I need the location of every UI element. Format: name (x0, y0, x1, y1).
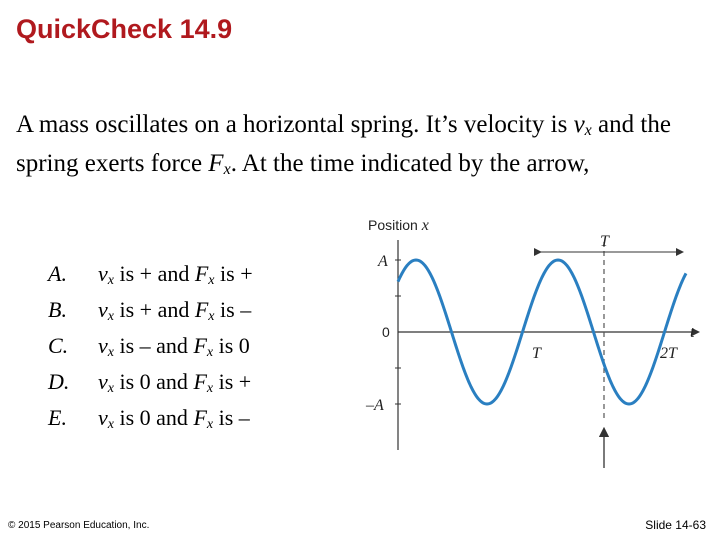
choice-mid: is 0 and (113, 369, 194, 394)
y-tick-neg-a: –A (366, 397, 384, 414)
y-tick-zero: 0 (382, 324, 390, 340)
choice-v-sub: x (107, 381, 114, 396)
question-part1: A mass oscillates on a horizontal spring. It’s velocity is (16, 111, 574, 138)
choice-v-sub: x (107, 309, 114, 324)
choice-letter: A. (48, 261, 67, 286)
y-tick-a: A (378, 253, 388, 270)
position-time-graph (360, 210, 710, 470)
choice-text (98, 400, 250, 443)
choice-f-sub: x (206, 381, 214, 396)
choice-letter: D. (48, 369, 70, 394)
choice-letter: E. (48, 405, 67, 430)
choice-f: F (194, 261, 209, 286)
choice-mid: is + and (113, 261, 195, 286)
choice-v-sub: x (107, 273, 114, 288)
choice-end: is 0 (213, 333, 250, 358)
choice-end: is – (214, 297, 252, 322)
slide-number: Slide 14-63 (645, 518, 706, 532)
choice-f-sub: x (206, 417, 214, 432)
question-part2: and the spring exerts force (16, 111, 671, 177)
force-subscript: x (223, 161, 231, 178)
graph-ylabel: Position x (368, 217, 429, 234)
choice-v: v (98, 369, 108, 394)
choice-v-sub: x (107, 345, 114, 360)
choice-end: is + (214, 261, 253, 286)
choice-v: v (98, 405, 108, 430)
choice-f: F (193, 405, 207, 430)
choice-f-sub: x (208, 309, 215, 324)
choice-end: is – (213, 405, 250, 430)
choice-f-sub: x (208, 273, 215, 288)
copyright-footer: © 2015 Pearson Education, Inc. (8, 520, 150, 531)
velocity-subscript: x (584, 122, 592, 139)
question-part3: . At the time indicated by the arrow, (230, 150, 590, 177)
choice-v: v (98, 261, 108, 286)
question-text (16, 108, 706, 186)
choice-letter: C. (48, 333, 69, 358)
choice-f: F (193, 333, 207, 358)
choice-v-sub: x (107, 417, 114, 432)
choice-mid: is + and (113, 297, 195, 322)
choice-v: v (98, 297, 108, 322)
period-label: T (600, 233, 609, 250)
choice-mid: is – and (113, 333, 194, 358)
choice-mid: is 0 and (113, 405, 194, 430)
choice-f: F (193, 369, 207, 394)
velocity-symbol: v (573, 111, 585, 138)
x-axis-label: t (690, 324, 695, 341)
x-tick-t: T (532, 345, 541, 362)
force-symbol: F (208, 150, 224, 177)
choice-v: v (98, 333, 108, 358)
x-tick-2t: 2T (660, 345, 677, 362)
choice-f-sub: x (206, 345, 214, 360)
choice-letter: B. (48, 297, 67, 322)
choice-end: is + (213, 369, 252, 394)
slide-title: QuickCheck 14.9 (16, 14, 233, 44)
choice-f: F (194, 297, 209, 322)
